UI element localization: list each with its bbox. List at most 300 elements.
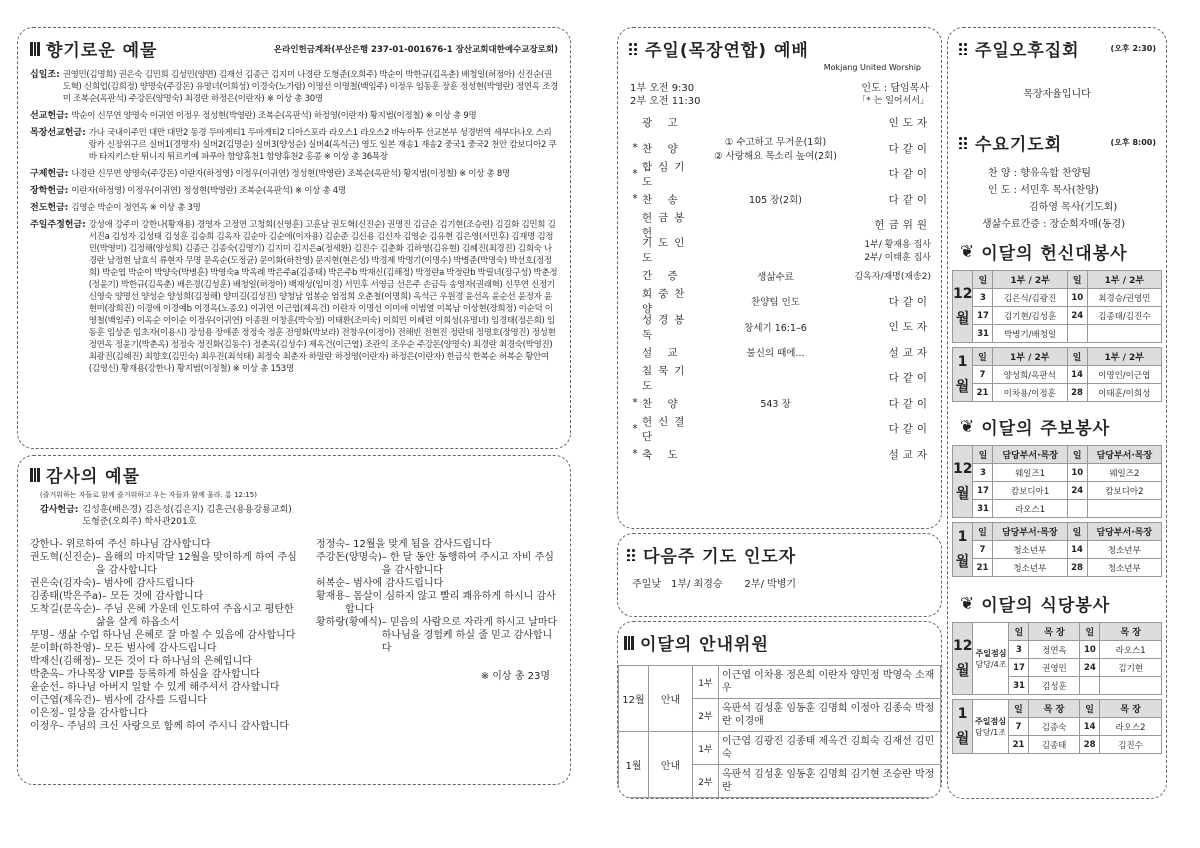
table-row [953,500,1162,518]
thanks-entry [30,551,302,577]
offering-names: 강성애 강주미 강한나(황재용) 경영자 고정연 고청희(신영훈) 고훈남 권도혁(신진순) 권명진 김금순 김기현(조승련) 김길화 김민희 김서진a 김성자 김성태 김성훈 김승희 김옥자 김순아 김순애(이자용) 김순준 김신용 김신자 김영순 김유현 김은영(서민후) 김재명 김정민(박영미) 김정해(양성희) 김종근 김종숙(김명기) 김지미 김지은a(정세환) 김진수 김춘화 김하영(김유현) 김혜진(최경진) 김희숙 나경란 남정현 남효식 류현자 무명 문옥순(도정균) 문이화(하찬영) 문지현(현은성) 박경제 박명기(이명수) 박병준(박명숙) 박선호(정정희) 박순엽 박순이 박양숙(박병훈) 박영숙a 박옥례 박은주a(김종태) 박은주b 박재신(김해정) 박정란a 박정란b 박필녀(장구성) 박춘정(정윤기) 박한규(김옥춘) 배은경(김성훈) 배청일(허정아) 백재성(임미경) 서민후 서영금 선은주 손금득 송영자(권래혁) 신무연 신정기 신영숙 양명선 양성순 양성희(김정해) 양미길(김성진) 양청남 엄봉순 엄정희 오춘철(이명희) 옥석근 우원경 윤선옥 윤순선 윤정자 윤현미(장희진) 이경애 이경예b 이경옥(노종오) 이귀연 이근엽(제옥건) 이란자 이명선 이미애 이범열 이복남 이상현(장희정) 이순덕 이영철(백임주) 이옥순 이이순 이정우(이귀연) 이종원 이창훈(박숙정) 이태환(조미숙) 이희민 이혜련 이희성(유명녀) 임경태(정은희) 임동훈 임상준 임초자(이용시) 장성용 장애준 정정숙 정훈 전영화(박보라) 전창우(이정아) 전해빈 전현진 정란태 정명호(장명진) 정성현 정연옥 정윤기(박춘옥) 정정숙 정진화(김동수) 정춘옥(김성수) 제옥건(이근엽) 조관익 조우순 주강돈(양명숙) 최경란 최경숙(박영진) 최광진(김혜진) 최향호(김민숙) 최우진(최석태) 최정숙 최춘자 하말란 하정영(이란자) 하정은(이란자) 한금식 한복순 허복순 황안여(김영신) 황재용(강한나) 황지범(이정철) ※ 이상 총 153명 [88,220,558,374]
thanks-title: 감사의 예물 [30,462,558,487]
worship-item-name: 찬 송 [642,193,684,206]
ushers-row [619,666,941,699]
kitchen-label [973,700,1009,754]
day-cell: 24 [1067,482,1087,500]
worship-time: 2부 오전 11:30 [630,96,701,107]
assignee-cell: 캄보디아1 [993,482,1067,500]
afternoon-text: 목장자율입니다 [1023,89,1091,100]
thanks-entry [316,616,558,655]
ushers-service: 2부 [693,699,719,732]
header-cell: 1부 / 2부 [993,271,1067,289]
worship-note: 「* 는 일어서서」 [857,96,929,106]
ushers-names: 이근엽 이차용 정은희 이란자 양민정 박영숙 소재우 [719,666,941,699]
assignee-cell [1087,500,1161,518]
month-unit: 월 [955,310,970,327]
worship-item-name: 헌금봉헌 [642,211,691,239]
thanks-giver: 황하랑(황예식) [316,617,382,628]
offering-title: 향기로운 예물 [30,36,157,61]
month-cell [953,271,973,343]
worship-item [628,442,931,468]
ushers-role: 안내 [649,666,693,732]
thanks-message: – 모든 것이 다 하나님의 은혜입니다 [95,656,252,667]
assignee-cell: 청소년부 [1087,559,1162,577]
offering-row [30,69,558,105]
devotion-table-dec [952,270,1162,343]
header-cell: 일 [973,446,993,464]
day-cell: 28 [1067,384,1087,402]
assignee-cell: 이차용/이정훈 [993,384,1068,402]
assignee-cell: 청소년부 [993,541,1068,559]
thanks-message: – 믿음의 사람으로 자라게 하시고 날마다 하나님을 경험케 하실 줄 믿고 감사합니다 [381,617,558,654]
table-row [953,289,1162,307]
thanks-entry [30,642,302,655]
worship-item-by: 김옥자/재명(재송2) [854,272,931,283]
header-cell: 담당부서·목장 [993,523,1068,541]
thanks-giver: 이근엽(제옥건) [30,695,96,706]
offering-row [30,185,558,197]
offering-row [30,202,558,214]
ushers-names: 옥판석 김성훈 임동훈 김명희 김기현 조승란 박정란 [719,765,941,798]
devotion-table-jan [952,347,1162,402]
stand-mark: * [632,448,638,461]
stand-mark: * [632,193,638,206]
assignee-cell: 최경승/권영민 [1087,289,1161,307]
offering-row [30,168,558,180]
thanks-giver: 박춘옥 [30,669,59,680]
kitchen-table-jan [952,699,1162,754]
heart-icon: ❦ [960,416,976,437]
thanks-entry [316,590,558,616]
header-cell: 일 [1080,623,1100,641]
worship-item-by: 다같이 [888,193,931,206]
thanks-entry [30,655,302,668]
offering-row [30,110,558,122]
offering-list [30,69,558,375]
worship-item-name: 광 고 [642,117,684,130]
worship-item-by: 다같이 [888,397,931,410]
day-cell: 28 [1067,559,1087,577]
worship-time: 1부 오전 9:30 [630,83,695,94]
worship-item-name: 성경봉독 [642,313,691,341]
worship-item-by: 다같이 [888,423,931,436]
offering-row [30,127,558,163]
day-cell [1080,677,1100,695]
assignee-cell [1100,677,1162,695]
thanks-message: – 일상을 감사합니다 [58,708,148,719]
day-cell: 24 [1067,307,1087,325]
worship-item [628,416,931,442]
thanks-giver: 박재신(김해정) [30,656,96,667]
bulletin-title: ❦ 이달의 주보봉사 [960,416,1111,439]
header-cell: 일 [1067,523,1087,541]
assignee-cell: 양성희/옥판석 [993,366,1068,384]
assignee-cell: 라오스1 [993,500,1067,518]
worship-item-name: 침묵기도 [642,364,691,392]
month-unit: 월 [955,485,970,502]
offering-label: 선교헌금: [30,111,69,121]
thanks-message: – 가나목장 VIP를 등록하게 하심을 감사합니다 [58,669,260,680]
offering-section [17,27,571,449]
wednesday-title: 수요기도회 [958,130,1062,155]
thanks-giver: 허복순 [316,578,345,589]
header-cell: 일 [973,348,993,366]
assignee-cell: 김성훈 [1029,677,1080,695]
offering-label: 목장선교헌금: [30,128,86,138]
thanks-entry [30,720,302,733]
ushers-month: 1월 [619,732,649,798]
header-cell: 일 [1067,446,1087,464]
assignee-cell: 웨일즈2 [1087,464,1161,482]
table-row [953,307,1162,325]
assignee-cell: 김종숙 [1029,718,1080,736]
thanks-entry [30,694,302,707]
assignee-cell: 김기현 [1100,659,1162,677]
bars-icon [624,636,634,650]
table-row [953,366,1162,384]
wednesday-praise: 찬 양 : 향유옥합 찬양팀 [988,168,1092,179]
day-cell: 14 [1080,718,1100,736]
assignee-cell: 청소년부 [993,559,1068,577]
day-cell: 31 [973,325,993,343]
assignee-cell: 김종태 [1029,736,1080,754]
thanks-entry [30,590,302,603]
worship-order [628,110,931,467]
thanks-message: – 12월을 맞게 됨을 감사드립니다 [344,539,492,550]
offering-names: 김영순 박순이 정연옥 ※ 이상 총 3명 [71,203,201,213]
month-cell [953,523,973,577]
table-header [953,700,1162,718]
month-number: 12 [953,460,973,477]
thanks-message: – 하나님 아버지 일할 수 있게 해주셔서 감사합니다 [58,682,280,693]
bars-icon [30,42,40,56]
thanks-entry [30,538,302,551]
thanks-giver: 무명 [30,630,50,641]
day-cell: 17 [1009,659,1029,677]
month-unit: 월 [955,553,970,570]
worship-item [628,263,931,289]
worship-item-name: 합심기도 [642,160,691,188]
day-cell: 17 [973,307,993,325]
ushers-month: 12월 [619,666,649,732]
assignee-cell: 라오스1 [1100,641,1162,659]
stand-mark: * [632,167,638,180]
heart-icon: ❦ [960,241,976,262]
kitchen-label-2: 담당/1조 [975,727,1006,737]
table-row [953,541,1162,559]
header-cell: 일 [973,271,993,289]
day-cell: 3 [1009,641,1029,659]
month-unit: 월 [955,730,970,747]
thanks-entry [30,681,302,694]
dots-icon [958,42,969,55]
assignee-cell: 김종태/김진수 [1087,307,1161,325]
account-info: 온라인헌금계좌(부산은행 237-01-001676-1 장산교회대한예수교장로회) [273,44,558,55]
assignee-cell: 웨일즈1 [993,464,1067,482]
dots-icon [958,136,969,149]
day-cell [1067,500,1087,518]
stand-mark: * [632,422,638,435]
next-prayer-label: 주일낮 [632,579,661,590]
thanks-message: – 올해의 마지막달 12월을 맞이하게 하여 주심을 감사합니다 [95,552,297,576]
ushers-role: 안내 [649,732,693,798]
stand-mark: * [632,142,638,155]
afternoon-title: 주일오후집회 [958,36,1080,61]
month-number: 12 [953,285,973,302]
worship-item-by: 설교자 [888,346,931,359]
worship-item-by: 인도자 [888,117,931,130]
table-row [953,559,1162,577]
assignee-cell: 이명인/이근엽 [1087,366,1162,384]
assignee-cell: 정연옥 [1029,641,1080,659]
day-cell: 3 [973,289,993,307]
worship-item [628,289,931,315]
stand-mark: * [632,397,638,410]
thanks-giver: 권도혁(신진순) [30,552,96,563]
offering-names: 이란자(하정영) 이정우(이귀연) 정성현(박영란) 조복순(옥판석) ※ 이상 총 4명 [71,186,346,196]
next-prayer-p1: 1부/ 최경승 [670,579,723,590]
next-prayer-p2: 2부/ 박병기 [744,579,797,590]
worship-item-name: 찬 양 [642,397,684,410]
day-cell [1067,325,1087,343]
table-header [953,523,1162,541]
day-cell: 14 [1067,366,1087,384]
worship-item-detail: 생삶수료 [757,271,794,283]
ushers-names: 이근엽 김광진 김종태 제옥건 김희숙 김재선 김민숙 [719,732,941,765]
month-unit: 월 [955,378,970,395]
table-row [953,464,1162,482]
thanks-message: – 생삶 수업 하나님 은혜로 잘 마칠 수 있음에 감사합니다 [49,630,296,641]
thanks-giver: 권은숙(김자숙) [30,578,96,589]
worship-item-by: 다같이 [888,168,931,181]
heart-icon: ❦ [960,593,976,614]
thanks-label: 감사헌금: [40,505,79,515]
bulletin-table-dec [952,445,1162,518]
assignee-cell: 권영민 [1029,659,1080,677]
next-prayer-title: 다음주 기도 인도자 [626,542,933,567]
wednesday-leader: 인 도 : 서민후 목사(찬양) [988,185,1099,196]
day-cell: 7 [973,541,993,559]
worship-item-name: 간 증 [642,270,684,283]
day-cell: 31 [973,500,993,518]
day-cell: 3 [973,464,993,482]
table-header [953,446,1162,464]
devotion-tables [952,270,1162,402]
day-cell: 21 [973,559,993,577]
header-cell: 담당부서·목장 [1087,523,1162,541]
thanks-message: – 주님의 크신 사랑으로 함께 하여 주시니 감사합니다 [58,721,290,732]
thanks-giver: 문이화(하찬영) [30,643,96,654]
header-cell: 목 장 [1029,700,1080,718]
month-cell [953,623,973,695]
month-number: 1 [957,353,968,370]
day-cell: 21 [973,384,993,402]
header-cell: 일 [1067,348,1087,366]
bars-icon [30,468,40,482]
offering-label: 구제헌금: [30,169,69,179]
day-cell: 7 [973,366,993,384]
ushers-service: 1부 [693,732,719,765]
thanks-left-column [30,538,302,733]
header-cell: 1부 / 2부 [1087,348,1162,366]
worship-section [617,27,942,529]
kitchen-tables [952,622,1162,754]
day-cell: 10 [1080,641,1100,659]
month-cell [953,348,973,402]
worship-item-by: 1부/ 황재용 집사 2부/ 이태훈 집사 [864,240,931,264]
day-cell: 10 [1067,464,1087,482]
worship-item-by: 인도자 [888,321,931,334]
header-cell: 1부 / 2부 [993,348,1068,366]
worship-item [628,365,931,391]
month-number: 12 [953,637,973,654]
kitchen-table-dec [952,622,1162,695]
month-number: 1 [957,705,968,722]
next-prayer-section [617,533,942,617]
ushers-table [618,665,941,798]
thanks-entry [30,629,302,642]
thanks-names: 김성훈(배은경) 김은성(김은지) 김흔근(용용강룡교회) [82,505,292,515]
assignee-cell: 김기현/김성훈 [993,307,1067,325]
offering-names: 나경란 신무연 양명숙(주강돈) 이란자(하정영) 이정우(이귀연) 정성현(박영란) 조복순(옥판석) 황지범(이정철) ※ 이상 총 8명 [71,169,510,179]
worship-item-name: 기도인도 [642,237,691,265]
offering-label: 십일조: [30,70,60,80]
ushers-title: 이달의 안내위원 [618,630,941,655]
assignee-cell: 김진수 [1100,736,1162,754]
offering-names: 가나 국내이주민 대만 대만2 동경 두마게티1 두마게티2 디아스포라 라오스1 라오스2 바누아투 선교본부 성경번역 세부다나오 스리랑카 신장위구르 실버1(경명자) 실버2(김명순) 실버3(양성순) 실버4(옥석근) 영도 일본 재송1 재송2 중국1 중국2 천안 캄보디아2 쿠바 타지키스탄 튀니지 튀르키예 파푸아 함양휴천1 함양휴천2 홍콩 ※ 이상 총 36목장 [88,128,557,162]
worship-item-by: 다같이 [888,372,931,385]
thanks-entry [316,538,558,551]
thanks-message: – 범사에 감사드립니다 [344,578,444,589]
worship-item-by: 다같이 [888,295,931,308]
offering-label: 전도헌금: [30,203,69,213]
day-cell: 14 [1067,541,1087,559]
thanks-giver: 김종태(박은주a) [30,591,102,602]
thanks-entry [30,668,302,681]
thanks-entry [30,707,302,720]
thanks-message: – 범사에 감사를 드립니다 [95,695,207,706]
ushers-service: 2부 [693,765,719,798]
wednesday-time: (오후 8:00) [1110,138,1156,147]
bulletin-tables [952,445,1162,577]
worship-item-detail: 불신의 때에... [746,348,805,360]
header-cell: 목 장 [1029,623,1080,641]
thanks-giver: 정정숙 [316,539,345,550]
day-cell: 7 [1009,718,1029,736]
assignee-cell [1087,325,1161,343]
wednesday-leader2: 김하영 목사(기도회) [1029,202,1118,213]
bulletin-table-jan [952,522,1162,577]
thanks-message: – 한 달 동안 동행하여 주시고 자비 주심을 감사합니다 [381,552,554,576]
table-row [953,482,1162,500]
ushers-service: 1부 [693,666,719,699]
worship-item-name: 설 교 [642,346,684,359]
thanks-right-column [316,538,558,655]
day-cell: 10 [1067,289,1087,307]
worship-leader: 인도 : 담임목사 [861,83,929,94]
assignee-cell: 청소년부 [1087,541,1162,559]
worship-item-detail: 창세기 16:1–6 [744,322,807,334]
ushers-names: 옥판석 김성훈 임동훈 김명희 이정아 김종숙 박정란 이경애 [719,699,941,732]
thanks-total: ※ 이상 총 23명 [480,671,550,682]
thanks-message: – 몸살이 심하지 않고 빨리 쾌유하게 하시니 감사합니다 [344,591,556,615]
afternoon-time: (오후 2:30) [1110,44,1156,53]
month-unit: 월 [955,662,970,679]
right-column [947,27,1167,799]
worship-item [628,212,931,238]
worship-item-name: 찬 양 [642,142,684,155]
thanks-section [17,455,571,785]
worship-item-by: 헌금위원 [874,219,931,232]
kitchen-label-1: 주일점심 [975,648,1007,658]
header-cell: 1부 / 2부 [1087,271,1161,289]
wednesday-testimony: 생삶수료간증 : 장순희자매(동경) [982,219,1126,230]
worship-item-detail: 543 장 [760,399,791,411]
kitchen-title: ❦ 이달의 식당봉사 [960,593,1111,616]
worship-item [628,110,931,136]
worship-subtitle: Mokjang United Worship [823,63,921,72]
thanks-message: – 주님 은혜 가운데 인도하여 주옵시고 평탄한 삶을 살게 하옵소서 [95,604,294,628]
ushers-section [617,621,942,799]
thanks-message: – 모든 것에 감사합니다 [101,591,204,602]
worship-item [628,136,931,162]
thanks-verse: (즐거워하는 자들로 함께 즐거워하고 우는 자들과 함께 울라. 롬 12:15) [40,491,257,499]
assignee-cell: 라오스2 [1100,718,1162,736]
ushers-row [619,732,941,765]
worship-item [628,391,931,417]
offering-names: 권영민(김명희) 권은숙 김민희 김성민(양면) 김재선 김종근 김지미 나경란 도형준(오희주) 박순이 박한규(김옥춘) 배청일(허정아) 신진순(권도혁) 신희업(김희정) 양명숙(주강돈) 유명녀(이희성) 이경숙(노가람) 이명선 이명철(백임주) 이정우 임동훈 장훈 정성현(박영란) 정연옥 조경미 조복순(옥판석) 주강돈(양명숙) 최경란 하정은(이란자) ※ 이상 총 30명 [62,70,558,104]
worship-item [628,187,931,213]
worship-item [628,340,931,366]
day-cell: 17 [973,482,993,500]
header-cell: 일 [1067,271,1087,289]
thanks-message: - 위로하여 주신 하나님 감사합니다 [58,539,211,550]
day-cell: 28 [1080,736,1100,754]
thanks-giver: 윤순선 [30,682,59,693]
dots-icon [628,42,639,55]
kitchen-label-1: 주일점심 [975,716,1006,726]
table-header [953,348,1162,366]
offering-label: 주일주정헌금: [30,220,86,230]
thanks-giver: 주강돈(양명숙) [316,552,382,563]
thanks-names: 도형준(오희주) 학사관201호 [82,517,197,527]
header-cell: 일 [973,523,993,541]
thanks-message: – 범사에 감사드립니다 [95,578,195,589]
table-row [953,325,1162,343]
thanks-giver: 강한나 [30,539,59,550]
kitchen-label-2: 담당/4조 [975,659,1007,669]
thanks-giver: 이은정 [30,708,59,719]
thanks-entry [316,551,558,577]
worship-item [628,161,931,187]
header-cell: 담당부서·목장 [993,446,1067,464]
worship-title: 주일(목장연합) 예배 [628,36,931,61]
thanks-entry [316,577,558,590]
offering-label: 장학헌금: [30,186,69,196]
thanks-giver: 황재용 [316,591,345,602]
worship-item-detail: 105 장(2회) [749,195,802,207]
header-cell: 일 [1080,700,1100,718]
worship-item-name: 회중찬양 [642,288,691,316]
thanks-giver: 도착길(문옥순) [30,604,96,615]
header-cell: 목 장 [1100,623,1162,641]
header-cell: 목 장 [1100,700,1162,718]
assignee-cell: 캄보디아2 [1087,482,1161,500]
assignee-cell: 이태훈/이희성 [1087,384,1162,402]
dots-icon [626,548,637,561]
devotion-title: ❦ 이달의 헌신대봉사 [960,241,1128,264]
